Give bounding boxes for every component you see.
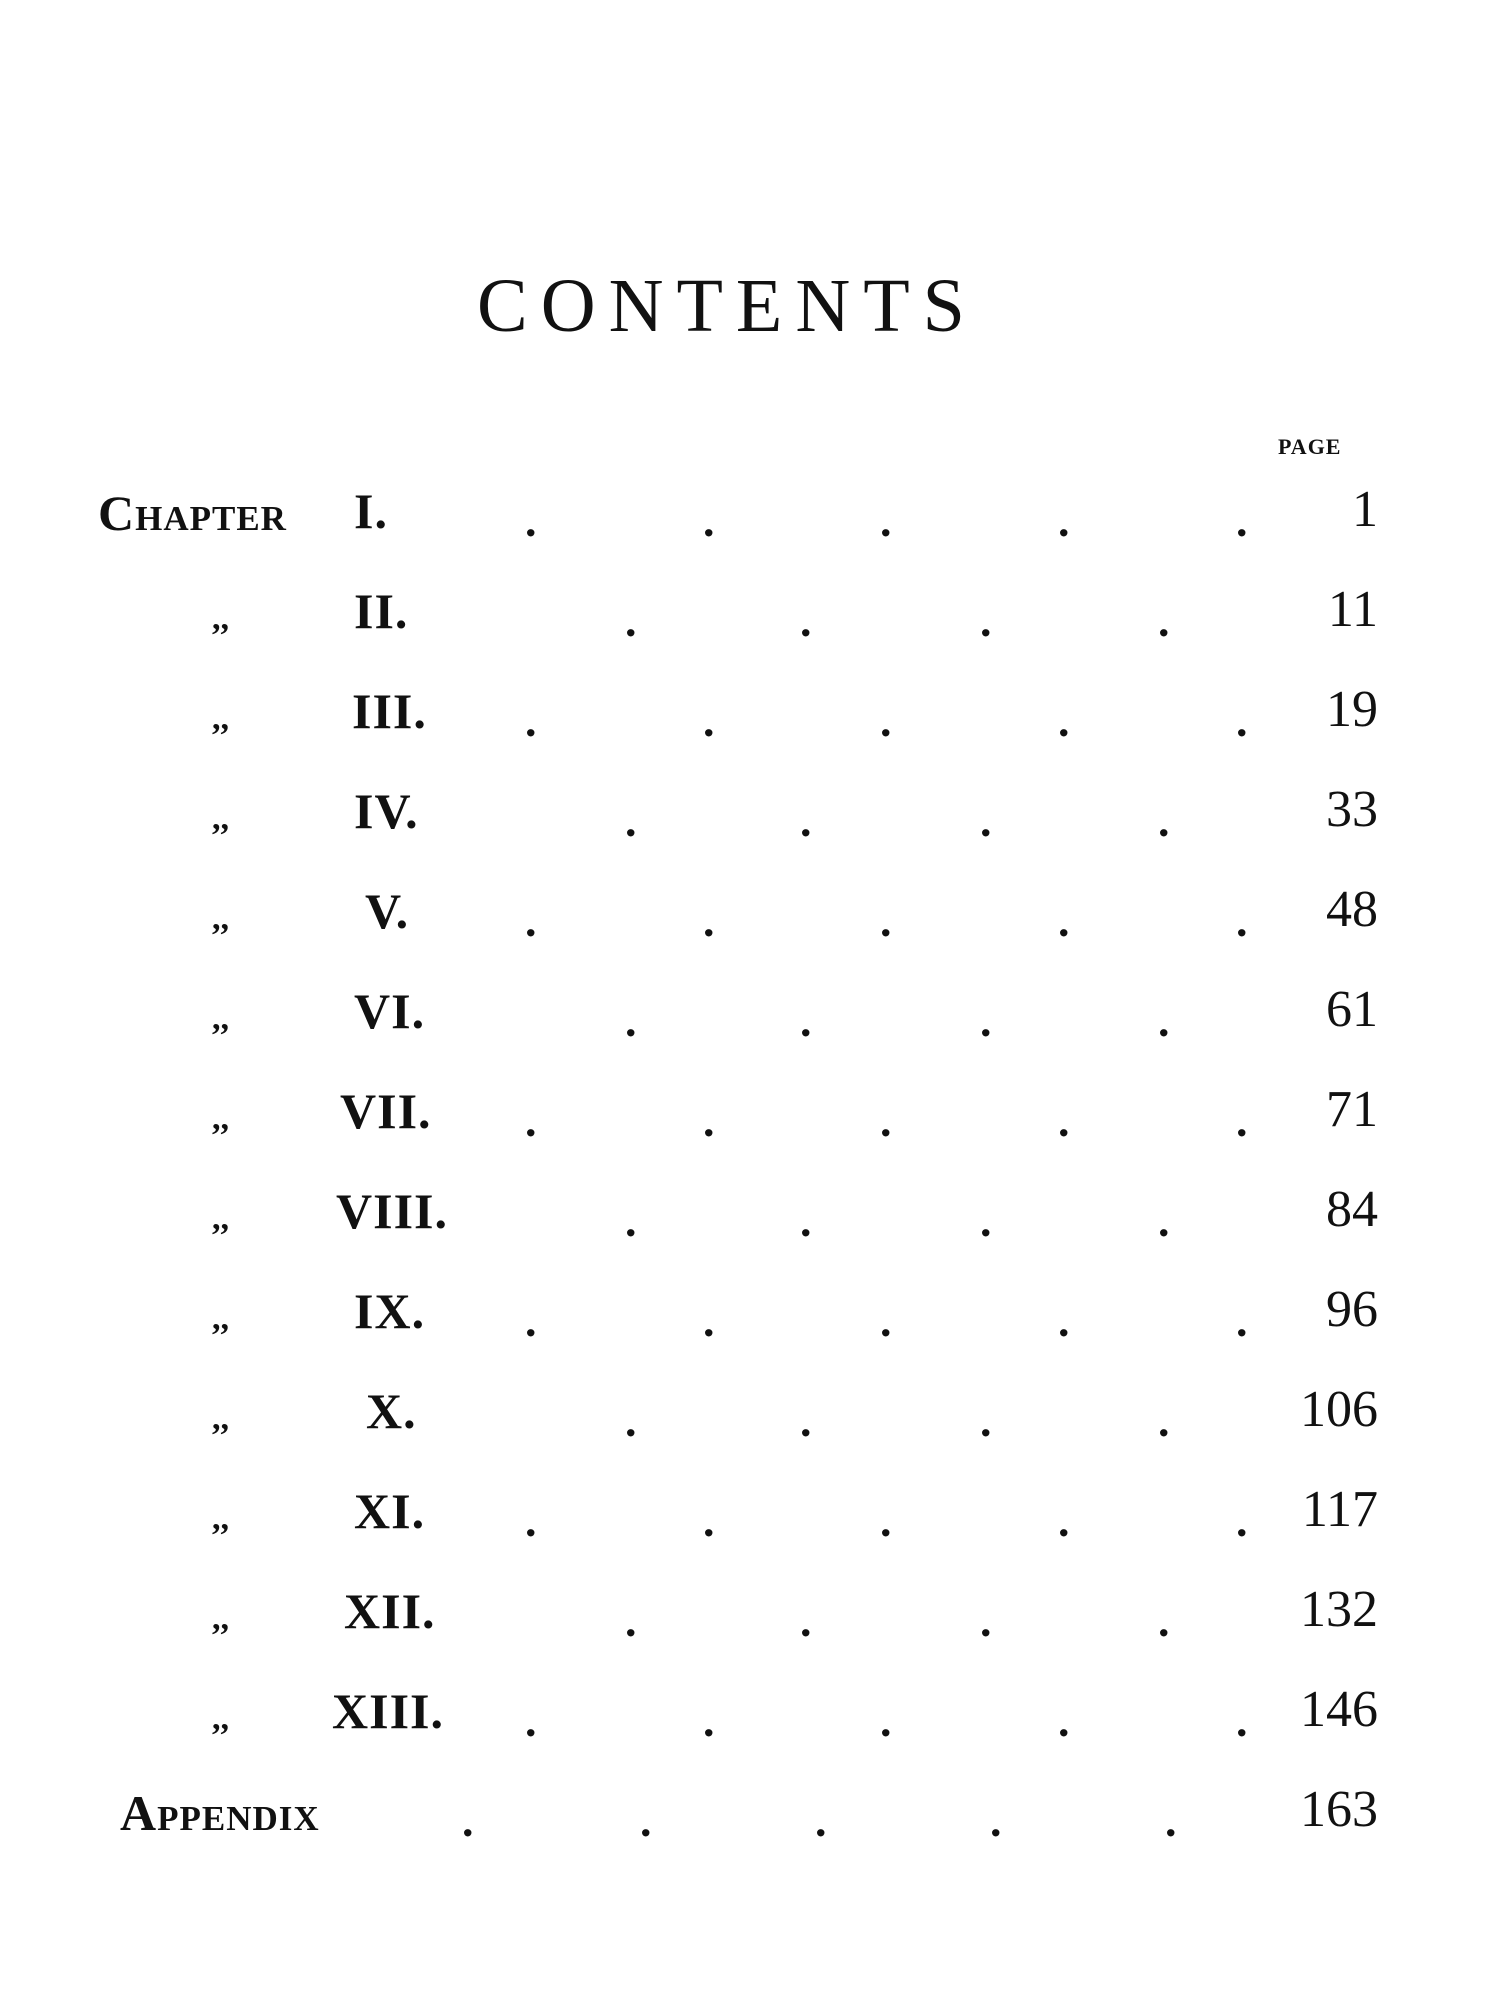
leader-dot: . — [880, 895, 892, 946]
leader-dot: . — [525, 895, 537, 946]
page-number: 84 — [1326, 1181, 1378, 1238]
page-number: 106 — [1300, 1381, 1378, 1438]
leader-dot: . — [880, 695, 892, 746]
leader-dot: . — [800, 1595, 812, 1646]
leader-dot: . — [880, 1295, 892, 1346]
leader-dot: . — [1158, 795, 1170, 846]
chapter-numeral: I. — [354, 483, 388, 539]
leader-dot: . — [1058, 1095, 1070, 1146]
leader-dot: . — [625, 1195, 637, 1246]
leader-dot: . — [703, 1095, 715, 1146]
leader-dot: . — [525, 495, 537, 546]
leader-dot: . — [1158, 595, 1170, 646]
ditto-mark: ,, — [212, 700, 229, 737]
page-number: 117 — [1301, 1481, 1378, 1538]
leader-dot: . — [640, 1795, 652, 1846]
chapter-label: Chapter — [98, 485, 287, 541]
ditto-mark: ,, — [212, 1600, 229, 1637]
leader-dot: . — [525, 1095, 537, 1146]
leader-dot: . — [703, 1695, 715, 1746]
leader-dot: . — [525, 1695, 537, 1746]
leader-dot: . — [525, 695, 537, 746]
leader-dot: . — [980, 1195, 992, 1246]
leader-dot: . — [1058, 1495, 1070, 1546]
leader-dot: . — [880, 1495, 892, 1546]
page-title: CONTENTS — [477, 264, 978, 348]
leader-dot: . — [1158, 995, 1170, 1046]
page-number: 96 — [1326, 1281, 1378, 1338]
leader-dot: . — [625, 1595, 637, 1646]
chapter-numeral: III. — [352, 683, 427, 739]
leader-dot: . — [1158, 1595, 1170, 1646]
toc-row — [0, 1176, 1500, 1246]
chapter-numeral: XI. — [354, 1483, 426, 1539]
leader-dot: . — [980, 1395, 992, 1446]
ditto-mark: ,, — [212, 1000, 229, 1037]
page-number: 19 — [1326, 681, 1378, 738]
chapter-numeral: V. — [365, 883, 410, 939]
page-number: 33 — [1326, 781, 1378, 838]
leader-dot: . — [703, 695, 715, 746]
leader-dot: . — [980, 595, 992, 646]
ditto-mark: ,, — [212, 800, 229, 837]
leader-dot: . — [1236, 1695, 1248, 1746]
leader-dot: . — [703, 495, 715, 546]
leader-dot: . — [1058, 695, 1070, 746]
leader-dot: . — [880, 1695, 892, 1746]
leader-dot: . — [625, 595, 637, 646]
leader-dot: . — [625, 1395, 637, 1446]
leader-dot: . — [980, 1595, 992, 1646]
page-number: 1 — [1352, 481, 1378, 538]
leader-dot: . — [800, 995, 812, 1046]
ditto-mark: ,, — [212, 1100, 229, 1137]
ditto-mark: ,, — [212, 600, 229, 637]
leader-dot: . — [800, 1195, 812, 1246]
chapter-numeral: IX. — [354, 1283, 426, 1339]
page-number: 132 — [1300, 1581, 1378, 1638]
page-number: 71 — [1326, 1081, 1378, 1138]
leader-dot: . — [462, 1795, 474, 1846]
leader-dot: . — [1058, 1695, 1070, 1746]
toc-row — [0, 776, 1500, 846]
chapter-numeral: VI. — [354, 983, 426, 1039]
leader-dot: . — [1165, 1795, 1177, 1846]
leader-dot: . — [980, 995, 992, 1046]
chapter-numeral: X. — [366, 1383, 417, 1439]
leader-dot: . — [880, 1095, 892, 1146]
toc-row — [0, 1276, 1500, 1346]
ditto-mark: ,, — [212, 1400, 229, 1437]
leader-dot: . — [1058, 895, 1070, 946]
toc-row — [0, 1676, 1500, 1746]
toc-row — [0, 576, 1500, 646]
toc-row — [0, 676, 1500, 746]
leader-dot: . — [1158, 1195, 1170, 1246]
leader-dot: . — [1236, 895, 1248, 946]
leader-dot: . — [525, 1495, 537, 1546]
leader-dot: . — [800, 595, 812, 646]
leader-dot: . — [800, 795, 812, 846]
page-column-header: PAGE — [1278, 434, 1342, 459]
leader-dot: . — [815, 1795, 827, 1846]
ditto-mark: ,, — [212, 1200, 229, 1237]
leader-dot: . — [1058, 495, 1070, 546]
leader-dot: . — [703, 1295, 715, 1346]
toc-row — [0, 1076, 1500, 1146]
appendix-label: Appendix — [120, 1785, 320, 1841]
leader-dot: . — [1158, 1395, 1170, 1446]
toc-row-appendix — [0, 1776, 1500, 1846]
toc-row — [0, 976, 1500, 1046]
chapter-numeral: VII. — [340, 1083, 432, 1139]
ditto-mark: ,, — [212, 1500, 229, 1537]
leader-dot: . — [525, 1295, 537, 1346]
chapter-numeral: IV. — [354, 783, 419, 839]
chapter-numeral: VIII. — [336, 1183, 448, 1239]
leader-dot: . — [1236, 1295, 1248, 1346]
toc-row — [0, 1476, 1500, 1546]
leader-dot: . — [980, 795, 992, 846]
chapter-numeral: XII. — [344, 1583, 436, 1639]
toc-row — [0, 876, 1500, 946]
leader-dot: . — [625, 795, 637, 846]
leader-dot: . — [880, 495, 892, 546]
toc-row — [0, 1576, 1500, 1646]
leader-dot: . — [1236, 1095, 1248, 1146]
leader-dot: . — [625, 995, 637, 1046]
leader-dot: . — [703, 1495, 715, 1546]
leader-dot: . — [1236, 1495, 1248, 1546]
leader-dot: . — [703, 895, 715, 946]
ditto-mark: ,, — [212, 1700, 229, 1737]
page-number: 11 — [1327, 581, 1378, 638]
page-number: 163 — [1300, 1781, 1378, 1838]
page-number: 61 — [1326, 981, 1378, 1038]
leader-dot: . — [1236, 695, 1248, 746]
ditto-mark: ,, — [212, 900, 229, 937]
page-number: 146 — [1300, 1681, 1378, 1738]
leader-dot: . — [1058, 1295, 1070, 1346]
ditto-mark: ,, — [212, 1300, 229, 1337]
leader-dot: . — [800, 1395, 812, 1446]
leader-dot: . — [990, 1795, 1002, 1846]
chapter-numeral: XIII. — [332, 1683, 444, 1739]
toc-row — [0, 1376, 1500, 1446]
toc-row — [0, 476, 1500, 546]
chapter-numeral: II. — [354, 583, 409, 639]
leader-dot: . — [1236, 495, 1248, 546]
page-number: 48 — [1326, 881, 1378, 938]
